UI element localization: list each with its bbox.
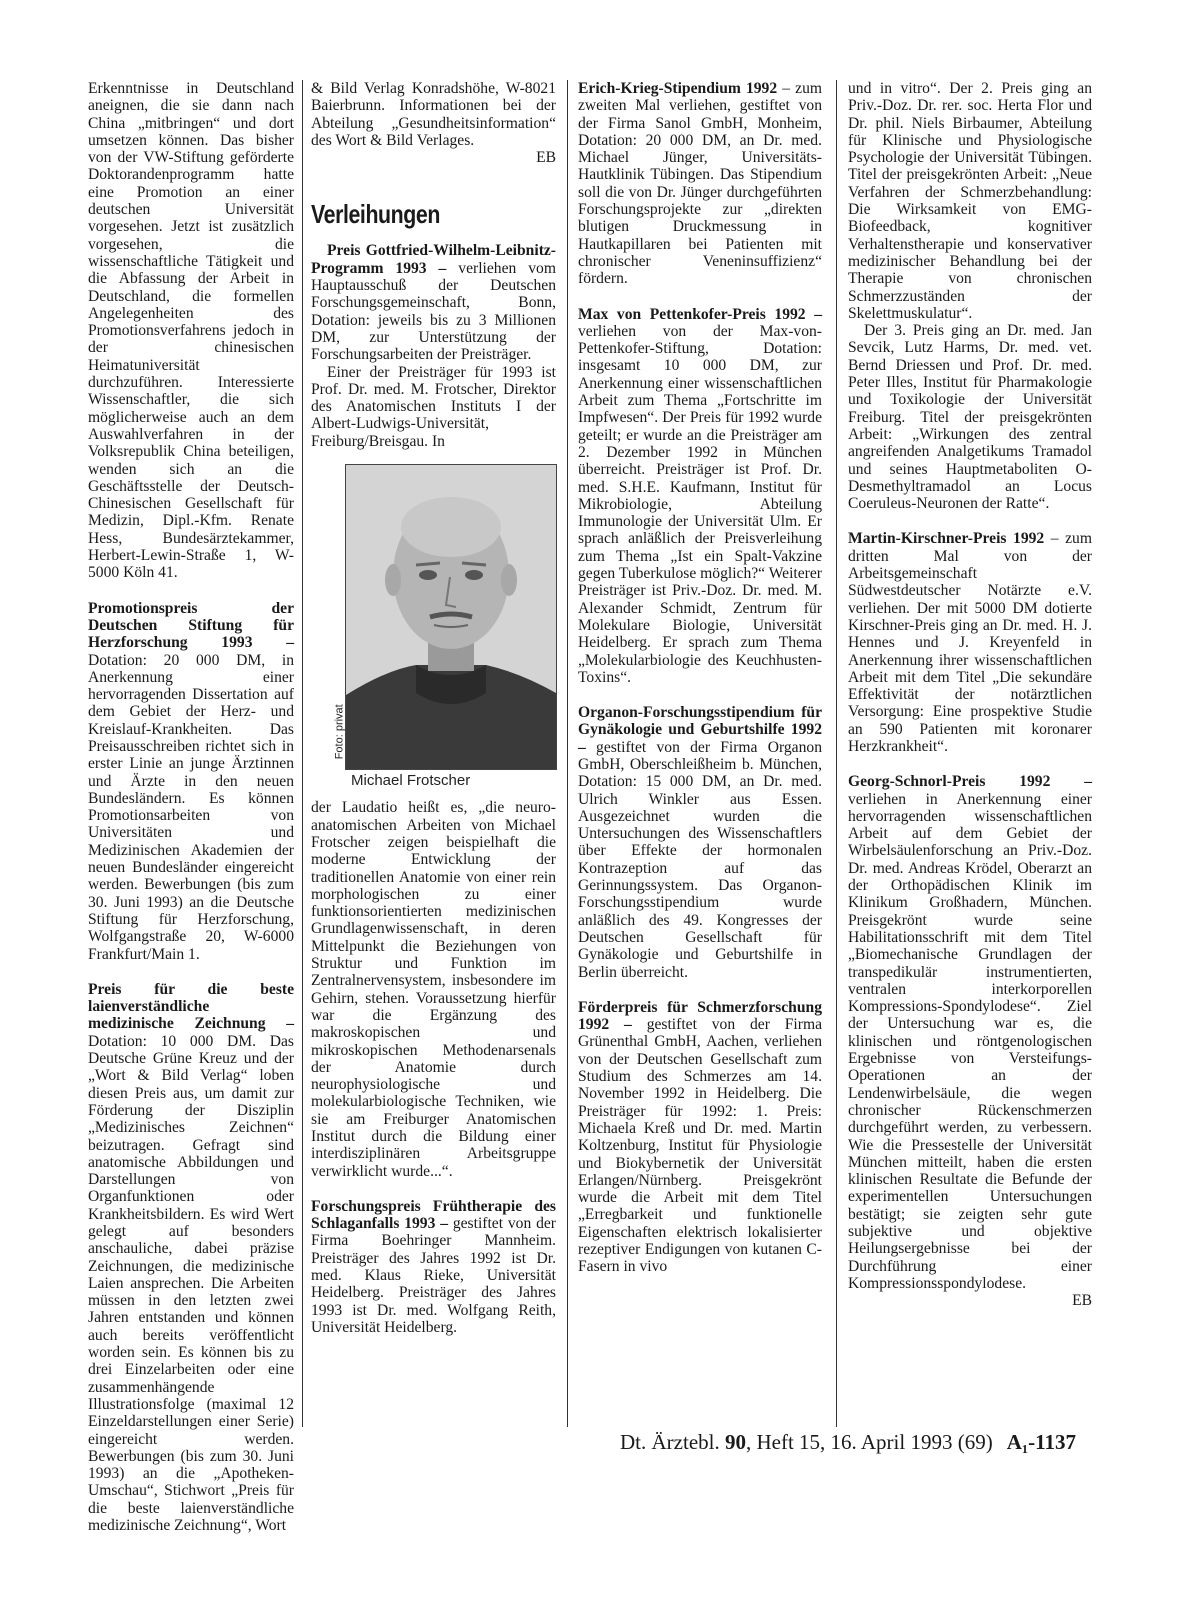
section-heading: Verleihungen	[311, 199, 440, 230]
author-initials: EB	[536, 149, 556, 167]
award-entry	[578, 80, 822, 288]
award-text: verliehen vom Hauptausschuß der Deutschen Forschungsgemeinschaft, Bonn, Dotation: jeweils bis zu 3 Millionen DM, zur Unterstützung der Forschungsarbeiten der Preisträger.	[311, 259, 556, 364]
paragraph: der Laudatio heißt es, „die neuro-anatomischen Arbeiten von Michael Frotscher zeigen beispielhaft die moderne Entwicklung der traditionellen Anatomie von einer rein morphologischen zu einer funktionsorientierten medizinischen Grundlagenwissenschaft, in deren Mittelpunkt die Beziehungen von Struktur und Funktion im Zentralnervensystem, insbesondere im Gehirn, stehen. Voraussetzung hierfür war die Ergänzung des makroskopischen und mikroskopischen Methodenarsenals der Anatomie durch neurophysiologische und molekularbiologische Techniken, wie sie am Freiburger Anatomischen Institut durch die Bildung einer interdisziplinären Arbeitsgruppe verwirklicht wurde...“.	[311, 799, 556, 1180]
portrait-image	[346, 465, 556, 769]
column-rule-1	[302, 80, 303, 1427]
photo-credit: Foto: privat	[333, 704, 346, 760]
column-rule-2	[567, 80, 568, 1427]
paragraph-text: & Bild Verlag Konradshöhe, W-8021 Baierbrunn. Informationen bei der Abteilung „Gesundheitsinformation“ des Wort & Bild Verlages.	[311, 80, 556, 149]
award-title: Erich-Krieg-Stipendium 1992	[578, 80, 778, 97]
award-entry	[88, 600, 294, 963]
column-2	[311, 80, 556, 1336]
award-text: – zum dritten Mal von der Arbeitsgemeinschaft Südwestdeutscher Notärzte e.V. verliehen. Der mit 5000 DM dotierte Kirschner-Preis ging an Dr. med. H. J. Hennes und J. Kreyenfeld in Anerkennung ihrer wissenschaftlichen Arbeit mit dem Titel „Die sekundäre Effektivität der notärztlichen Versorgung: Eine prospektive Studie an 590 Patienten mit koronarer Herzkrankheit“.	[848, 530, 1092, 755]
award-text: gestiftet von der Firma Grünenthal GmbH, Aachen, verliehen von der Deutschen Gesellschaft zum Studium des Schmerzes am 14. November 1992 in Heidelberg. Die Preisträger für 1992: 1. Preis: Michaela Kreß und Dr. med. Martin Koltzenburg, Institut für Physiologie und Biokybernetik der Universität Erlangen/Nürnberg. Preisgekrönt wurde die Arbeit mit dem Titel „Erregbarkeit und funktionelle Eigenschaften elektrisch lokalisierter rezeptiver Endigungen von kutanen C-Fasern in vivo	[578, 1016, 823, 1276]
column-3	[578, 80, 822, 1276]
paragraph: Einer der Preisträger für 1993 ist Prof. Dr. med. M. Frotscher, Direktor des Anatomischen Instituts I der Albert-Ludwigs-Universität, Freiburg/Breisgau. In	[311, 363, 556, 450]
award-title: Martin-Kirschner-Preis 1992	[848, 530, 1045, 548]
paragraph	[311, 80, 556, 166]
journal-name: Dt. Ärztebl.	[620, 1430, 725, 1454]
journal-issue: , Heft 15, 16. April 1993 (69)	[745, 1430, 993, 1454]
column-rule-3	[836, 80, 837, 1427]
award-title: Promotionspreis der Deutschen Stiftung für Herzforschung 1993 –	[88, 599, 294, 652]
award-entry	[578, 999, 822, 1276]
award-text: verliehen in Anerkennung einer hervorragenden wissenschaftlichen Arbeit auf dem Gebiet der Wirbelsäulenforschung an Priv.-Doz. Dr. med. Andreas Krödel, Oberarzt an der Orthopädischen Klinik im Klinikum Großhadern, München. Preisgekrönt wurde seine Habilitationsschrift mit dem Titel „Biomechanische Grundlagen der transpedikulär instrumentierten, ventralen interkorporellen Kompressions-Spondylodese“. Ziel der Untersuchung war es, die klinischen und röntgenologischen Ergebnisse von Versteifungs-Operationen an der Lendenwirbelsäule, die wegen chronischer Rückenschmerzen durchgeführt werden, zu verbessern. Wie die Pressestelle der Universität München mitteilt, haben die ersten klinischen Resultate die Befunde der experimentellen Untersuchungen bestätigt; sie zeigten sehr gute subjektive und objektive Heilungsergebnisse bei der Durchführung einer Kompressionsspondylodese.	[848, 790, 1092, 1292]
award-entry	[311, 1198, 556, 1336]
award-entry	[578, 306, 822, 687]
column-1	[88, 80, 294, 1534]
column-4	[848, 80, 1092, 1309]
award-text: gestiftet von der Firma Boehringer Mannheim. Preisträger des Jahres 1992 ist Dr. med. Klaus Rieke, Universität Heidelberg. Preisträger des Jahres 1993 ist Dr. med. Wolfgang Reith, Universität Heidelberg.	[311, 1215, 556, 1336]
page-number: A₁-1137	[1006, 1430, 1077, 1454]
award-entry	[848, 773, 1092, 1309]
award-title: Organon-Forschungsstipendium für Gynäkologie und Geburtshilfe 1992 –	[578, 704, 822, 756]
award-text: – zum zweiten Mal verliehen, gestiftet von der Firma Sanol GmbH, Monheim, Dotation: 20 000 DM, an Dr. med. Michael Jünger, Universitäts-Hautklinik Tübingen. Das Stipendium soll die von Dr. Jünger durchgeführten Forschungsprojekte zur „direkten blutigen Druckmessung in Hautkapillaren bei Patienten mit chronischer Veneninsuffizienz“ fördern.	[578, 80, 822, 288]
award-title: Preis für die beste laienverständliche medizinische Zeichnung –	[88, 980, 294, 1033]
award-entry	[311, 242, 556, 363]
award-title: Förderpreis für Schmerzforschung 1992 –	[578, 998, 822, 1034]
paragraph: Der 3. Preis ging an Dr. med. Jan Sevcik, Lutz Harms, Dr. med. vet. Bernd Driessen und Prof. Dr. med. Peter Illes, Institut für Pharmakologie und Toxikologie der Universität Freiburg. Titel der preisgekrönten Arbeit: „Wirkungen des zentral angreifenden Analgetikums Tramadol und seines Hauptmetaboliten O-Desmethyltramadol an Locus Coeruleus-Neuronen der Ratte“.	[848, 322, 1092, 513]
paragraph: Erkenntnisse in Deutschland aneignen, die sie dann nach China „mitbringen“ und dort umsetzen können. Das bisher von der VW-Stiftung geförderte Doktorandenprogramm hatte eine Promotion an einer deutschen Universität vorgesehen. Jetzt ist zusätzlich vorgesehen, die wissenschaftliche Tätigkeit und die Abfassung der Arbeit in Deutschland, die formellen Angelegenheiten des Promotionsverfahrens jedoch in der chinesischen Heimatuniversität durchzuführen. Interessierte Wissenschaftler, die sich möglicherweise auch an dem Auswahlverfahren in der Volksrepublik China beteiligen, wenden sich an die Geschäftsstelle der Deutsch-Chinesischen Gesellschaft für Medizin, Dipl.-Kfm. Renate Hess, Bundesärztekammer, Herbert-Lewin-Straße 1, W-5000 Köln 41.	[88, 80, 294, 582]
award-text: gestiftet von der Firma Organon GmbH, Oberschleißheim b. München, Dotation: 15 000 DM, an Dr. med. Ulrich Winkler aus Essen. Ausgezeichnet wurden die Untersuchungen des Wissenschaftlers über Effekte der hormonalen Kontrazeption auf das Gerinnungssystem. Das Organon-Forschungsstipendium wurde anläßlich des 49. Kongresses der Deutschen Gesellschaft für Gynäkologie und Geburtshilfe in Berlin überreicht.	[578, 738, 822, 981]
portrait-photo	[333, 464, 557, 770]
journal-volume: 90	[724, 1430, 746, 1454]
author-initials: EB	[1072, 1292, 1092, 1310]
award-entry	[848, 530, 1092, 755]
page-footer	[620, 1430, 1098, 1455]
award-entry	[88, 981, 294, 1535]
paragraph: und in vitro“. Der 2. Preis ging an Priv.-Doz. Dr. rer. soc. Herta Flor und Dr. phil. Niels Birbaumer, Abteilung für Klinische und Physiologische Psychologie der Universität Tübingen. Titel der preisgekrönten Arbeit: „Neue Verfahren der Schmerzbehandlung: Die Wirksamkeit von EMG-Biofeedback, kognitiver Verhaltenstherapie und konservativer medizinischer Behandlung bei der Therapie von chronischen Schmerzzuständen der Skelettmuskulatur“.	[848, 80, 1092, 322]
award-title: Forschungspreis Frühtherapie des Schlaganfalls 1993 –	[311, 1197, 556, 1233]
photo-caption: Michael Frotscher	[351, 772, 471, 790]
award-title: Preis Gottfried-Wilhelm-Leibnitz-Programm 1993 –	[311, 242, 556, 277]
award-title: Georg-Schnorl-Preis 1992 –	[848, 773, 1092, 791]
award-text: verliehen von der Max-von-Pettenkofer-Stiftung, Dotation: insgesamt 10 000 DM, zur Anerkennung einer wissenschaftlichen Arbeit zum Thema „Fortschritte im Impfwesen“. Der Preis für 1992 wurde geteilt; er wurde an die Preisträger am 2. Dezember 1992 in München überreicht. Preisträger ist Prof. Dr. med. S.H.E. Kaufmann, Institut für Mikrobiologie, Abteilung Immunologie der Universität Ulm. Er sprach anläßlich der Preisverleihung zum Thema „Ist ein Spalt-Vakzine gegen Tuberkulose möglich?“ Weiterer Preisträger ist Priv.-Doz. Dr. med. M. Alexander Schmidt, Zentrum für Molekulare Biologie, Universität Heidelberg. Er sprach zum Thema „Molekularbiologie des Keuchhusten-Toxins“.	[578, 322, 822, 686]
award-text: Dotation: 20 000 DM, in Anerkennung einer hervorragenden Dissertation auf dem Gebiet der Herz- und Kreislauf-Krankheiten. Das Preisausschreiben richtet sich in erster Linie an junge Ärztinnen und Ärzte in den neuen Bundesländern. Es können Promotionsarbeiten von Universitäten und Medizinischen Akademien der neuen Bundesländer eingereicht werden. Bewerbungen (bis zum 30. Juni 1993) an die Deutsche Stiftung für Herzforschung, Wolfgangstraße 20, W-6000 Frankfurt/Main 1.	[88, 651, 294, 963]
award-entry	[578, 704, 822, 981]
award-text: Dotation: 10 000 DM. Das Deutsche Grüne Kreuz und der „Wort & Bild Verlag“ loben diesen Preis aus, um damit zur Förderung der Disziplin „Medizinisches Zeichnen“ beizutragen. Gefragt sind anatomische Abbildungen und Darstellungen von Organfunktionen oder Krankheitsbildern. Es wird Wert gelegt auf besonders anschauliche, dabei präzise Zeichnungen, die medizinische Laien ansprechen. Die Arbeiten müssen in den letzten zwei Jahren entstanden und können auch bereits veröffentlicht worden sein. Es können bis zu drei Einzelarbeiten oder eine zusammenhängende Illustrationsfolge (maximal 12 Einzeldarstellungen einer Serie) eingereicht werden. Bewerbungen (bis zum 30. Juni 1993) an die „Apotheken-Umschau“, Stichwort „Preis für die beste laienverständliche medizinische Zeichnung“, Wort	[88, 1032, 294, 1535]
award-title: Max von Pettenkofer-Preis 1992 –	[578, 305, 822, 323]
